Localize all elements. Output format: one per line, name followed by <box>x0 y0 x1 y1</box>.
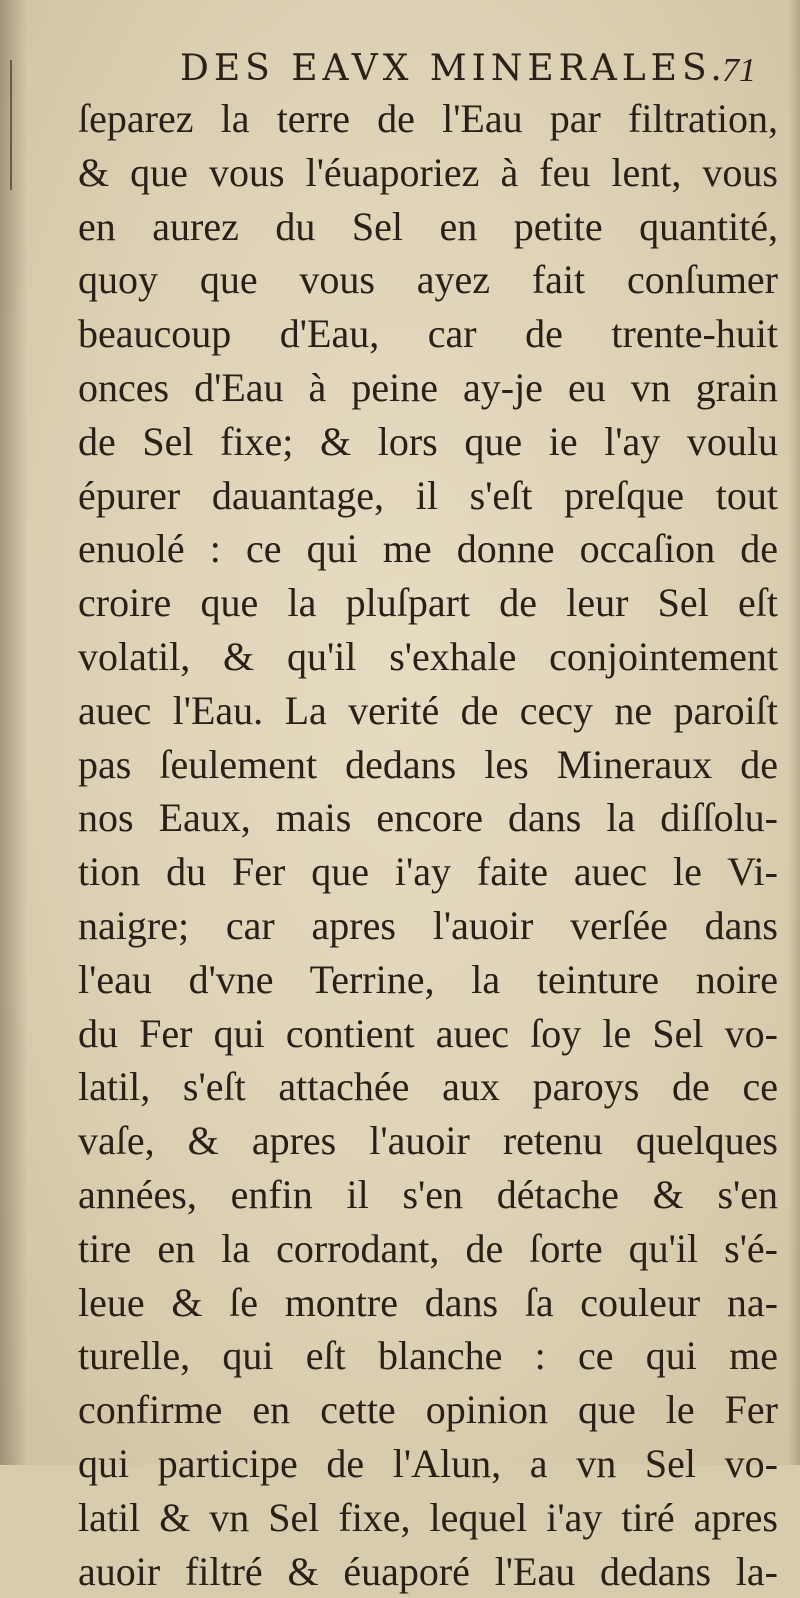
text-line: en aurez du Sel en petite quantité, <box>78 203 778 249</box>
text-line: épurer dauantage, il s'eſt preſque tout <box>78 472 778 518</box>
body-text <box>78 92 778 1598</box>
page-edge <box>788 0 800 1465</box>
gutter-shadow <box>0 0 28 1465</box>
text-line: auec l'Eau. La verité de cecy ne paroiſt <box>78 687 778 733</box>
text-line: latil, s'eſt attachée aux paroys de ce <box>78 1064 778 1110</box>
text-line: nos Eaux, mais encore dans la diſſolu- <box>78 795 778 841</box>
running-head: DES EAVX MINERALES. <box>180 48 727 89</box>
text-line: ſeparez la terre de l'Eau par filtration, <box>78 96 778 141</box>
text-line: pas ſeulement dedans les Mineraux de <box>78 741 778 787</box>
text-line: naigre; car apres l'auoir verſée dans <box>78 902 778 948</box>
page-number: 71 <box>722 52 756 89</box>
text-line: qui participe de l'Alun, a vn Sel vo- <box>78 1440 778 1486</box>
text-line: latil & vn Sel fixe, lequel i'ay tiré apres <box>78 1494 778 1540</box>
text-line: années, enfin il s'en détache & s'en <box>78 1171 778 1217</box>
text-line: tion du Fer que i'ay faite auec le Vi- <box>78 849 778 895</box>
binding-mark <box>10 60 12 190</box>
text-line: tire en la corrodant, de ſorte qu'il s'é- <box>78 1225 778 1271</box>
text-line: enuolé : ce qui me donne occaſion de <box>78 526 778 572</box>
text-line: & que vous l'éuaporiez à feu lent, vous <box>78 149 778 195</box>
text-line: leue & ſe montre dans ſa couleur na- <box>78 1279 778 1325</box>
text-line: onces d'Eau à peine ay-je eu vn grain <box>78 364 778 410</box>
text-line: du Fer qui contient auec ſoy le Sel vo- <box>78 1010 778 1056</box>
text-line: de Sel fixe; & lors que ie l'ay voulu <box>78 418 778 464</box>
text-line: l'eau d'vne Terrine, la teinture noire <box>78 956 778 1002</box>
text-line: turelle, qui eſt blanche : ce qui me <box>78 1333 778 1379</box>
text-line: volatil, & qu'il s'exhale conjointement <box>78 633 778 679</box>
text-line: beaucoup d'Eau, car de trente-huit <box>78 311 778 357</box>
text-line: vaſe, & apres l'auoir retenu quelques <box>78 1118 778 1164</box>
text-line: auoir filtré & éuaporé l'Eau dedans la- <box>78 1548 778 1594</box>
text-line: quoy que vous ayez fait conſumer <box>78 257 778 303</box>
text-line: confirme en cette opinion que le Fer <box>78 1387 778 1433</box>
text-line: croire que la pluſpart de leur Sel eſt <box>78 580 778 626</box>
